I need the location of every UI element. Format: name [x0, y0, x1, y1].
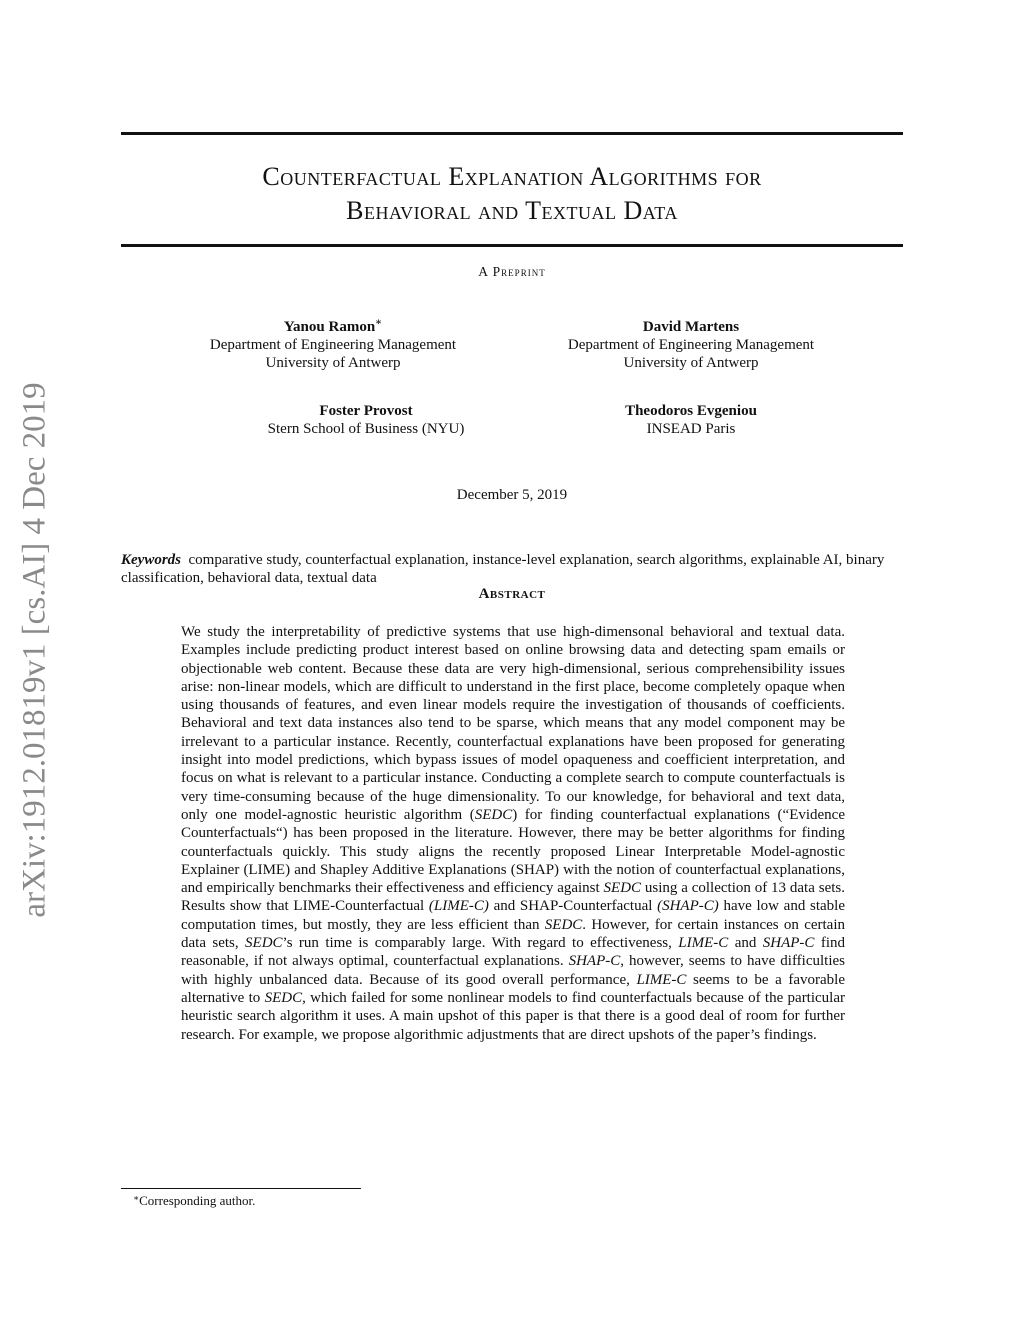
- paper-title: [121, 160, 903, 228]
- footnote: [133, 1193, 255, 1209]
- author-affiliation: Department of Engineering Management: [567, 337, 815, 353]
- author-affiliation: Department of Engineering Management: [209, 337, 457, 353]
- footnote-rule: [121, 1188, 361, 1189]
- author-affiliation: University of Antwerp: [623, 355, 759, 371]
- author-block-ramon: [183, 318, 483, 372]
- footnote-text: Corresponding author.: [139, 1193, 256, 1208]
- title-bottom-rule: [121, 244, 903, 247]
- abstract-heading: Abstract: [478, 586, 546, 602]
- footnote-marker: ∗: [375, 317, 383, 328]
- author-name: Foster Provost: [319, 403, 413, 419]
- author-block-provost: [216, 402, 516, 438]
- author-name: David Martens: [642, 319, 740, 335]
- keywords-label: Keywords: [121, 552, 181, 568]
- title-line-1: Counterfactual Explanation Algorithms for: [262, 162, 762, 191]
- author-name: Yanou Ramon∗: [283, 317, 383, 335]
- author-name: Theodoros Evgeniou: [625, 403, 757, 419]
- arxiv-sidebar-identifier: [12, 370, 58, 930]
- abstract-body: We study the interpretability of predictive systems that use high-dimensonal behavioral and textual data. Examples include predicting product interest based on online browsing data and detecting spam emails or objectionable web content. Because these data are very high-dimensional, serious comprehensibility issues arise: non-linear models, which are difficult to understand in the first place, become completely opaque when using thousands of features, and even linear models require the investigation of thousands of coefficients. Behavioral and text data instances also tend to be sparse, which means that any model component may be irrelevant to a particular instance. Recently, counterfactual explanations have been proposed for generating insight into model predictions, which bypass issues of model opaqueness and coefficient interpretation, and focus on what is relevant to a particular instance. Conducting a complete search to compute counterfactuals is very time-consuming because of the huge dimensionality. To our knowledge, for behavioral and text data, only one model-agnostic heuristic algorithm (SEDC) for finding counterfactual explanations (“Evidence Counterfactuals“) has been proposed in the literature. However, there may be better algorithms for finding counterfactuals quickly. This study aligns the recently proposed Linear Interpretable Model-agnostic Explainer (LIME) and Shapley Additive Explanations (SHAP) with the notion of counterfactual explanations, and empirically benchmarks their effectiveness and efficiency against SEDC using a collection of 13 data sets. Results show that LIME-Counterfactual (LIME-C) and SHAP-Counterfactual (SHAP-C) have low and stable computation times, but mostly, they are less efficient than SEDC. However, for certain instances on certain data sets, SEDC’s run time is comparably large. With regard to effectiveness, LIME-C and SHAP-C find reasonable, if not always optimal, counterfactual explanations. SHAP-C, however, seems to have difficulties with highly unbalanced data. Because of its good overall performance, LIME-C seems to be a favorable alternative to SEDC, which failed for some nonlinear models to find counterfactuals because of the particular heuristic search algorithm it uses. A main upshot of this paper is that there is a good deal of room for further research. For example, we propose algorithmic adjustments that are direct upshots of the paper’s findings.: [181, 624, 846, 1043]
- keywords-text: comparative study, counterfactual explanation, instance-level explanation, search algorithms, explainable AI, binary classification, behavioral data, textual data: [121, 552, 885, 586]
- title-top-rule: [121, 132, 903, 135]
- title-line-2: Behavioral and Textual Data: [346, 196, 678, 225]
- arxiv-id-text: arXiv:1912.01819v1 [cs.AI] 4 Dec 2019: [16, 382, 53, 918]
- author-affiliation: INSEAD Paris: [646, 421, 736, 437]
- footnote-mark: ∗: [133, 1193, 140, 1203]
- author-affiliation: University of Antwerp: [265, 355, 401, 371]
- keywords-paragraph: [121, 551, 905, 587]
- author-affiliation: Stern School of Business (NYU): [267, 421, 465, 437]
- preprint-label: A Preprint: [478, 264, 546, 279]
- publication-date: December 5, 2019: [456, 487, 568, 503]
- author-block-martens: [541, 318, 841, 372]
- author-block-evgeniou: [541, 402, 841, 438]
